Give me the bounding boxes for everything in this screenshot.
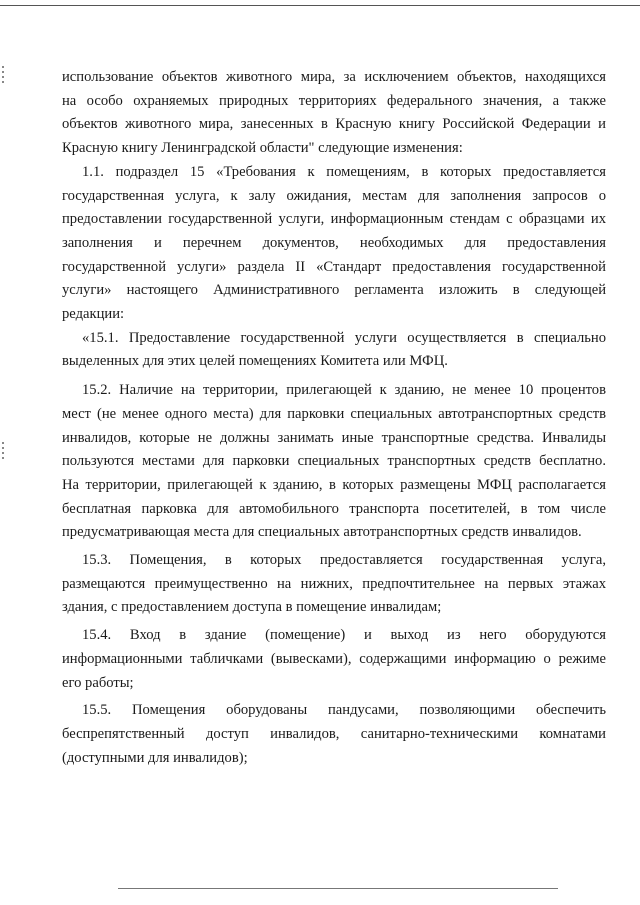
paragraph-p-15-3 [62, 549, 606, 620]
text-line: «15.1. Предоставление государственной услуги осуществляется в специально [82, 329, 606, 346]
text-line: здания, с предоставлением доступа в помещение инвалидам; [62, 599, 442, 616]
margin-binding-mark [2, 66, 4, 84]
text-line: инвалидов, которые не должны занимать иные транспортные средства. Инвалиды [62, 429, 606, 446]
text-line: размещаются преимущественно на нижних, предпочтительнее на первых этажах [62, 575, 606, 592]
text-line: (доступными для инвалидов); [62, 749, 248, 766]
text-line: государственная услуга, к залу ожидания, местам для заполнения запросов о [62, 187, 606, 204]
text-line: использование объектов животного мира, за исключением объектов, находящихся [62, 69, 606, 85]
text-line: 15.5. Помещения оборудованы пандусами, позволяющими обеспечить [82, 702, 606, 719]
text-line: На территории, прилегающей к зданию, в которых размещены МФЦ располагается [62, 476, 606, 493]
text-line: Красную книгу Ленинградской области" следующие изменения: [62, 140, 463, 157]
text-line: редакции: [62, 306, 125, 323]
text-line: заполнения и перечнем документов, необходимых для предоставления [62, 234, 606, 251]
text-line: предусматривающая места для специальных автотранспортных средств инвалидов. [62, 524, 582, 541]
scan-edge-bottom [118, 888, 558, 889]
text-line: предоставлении государственной услуги, информационным стендам с образцами их [62, 211, 606, 228]
document-body [62, 66, 606, 770]
text-line: бесплатная парковка для автомобильного транспорта посетителей, в том числе [62, 500, 606, 517]
text-line: 15.3. Помещения, в которых предоставляется государственная услуга, [82, 552, 606, 569]
text-line: его работы; [62, 674, 134, 691]
text-line: 1.1. подраздел 15 «Требования к помещениям, в которых предоставляется [82, 163, 606, 180]
text-line: мест (не менее одного места) для парковки специальных автотранспортных средств [62, 405, 606, 422]
text-line: на особо охраняемых природных территориях федерального значения, а также [62, 92, 606, 109]
paragraph-p-1-1 [62, 161, 606, 327]
text-line: беспрепятственный доступ инвалидов, санитарно-техническими комнатами [62, 725, 606, 742]
text-line: 15.4. Вход в здание (помещение) и выход из него оборудуются [82, 627, 606, 644]
text-line: выделенных для этих целей помещениях Комитета или МФЦ. [62, 353, 448, 370]
text-line: 15.2. Наличие на территории, прилегающей к зданию, не менее 10 процентов [82, 382, 606, 399]
text-line: объектов животного мира, занесенных в Красную книгу Российской Федерации и [62, 116, 606, 133]
margin-binding-mark [2, 442, 4, 460]
text-line: государственной услуги» раздела II «Стандарт предоставления государственной [62, 258, 606, 275]
text-line: информационными табличками (вывесками), содержащими информацию о режиме [62, 650, 606, 667]
paragraph-p-15-5 [62, 699, 606, 770]
scan-edge-top [0, 5, 640, 6]
paragraph-intro [62, 66, 606, 161]
paragraph-p-15-1 [62, 327, 606, 374]
text-line: пользуются местами для парковки специальных транспортных средств бесплатно. [62, 453, 606, 470]
paragraph-p-15-2 [62, 379, 606, 545]
text-line: услуги» настоящего Административного регламента изложить в следующей [62, 282, 606, 299]
paragraph-p-15-4 [62, 624, 606, 695]
